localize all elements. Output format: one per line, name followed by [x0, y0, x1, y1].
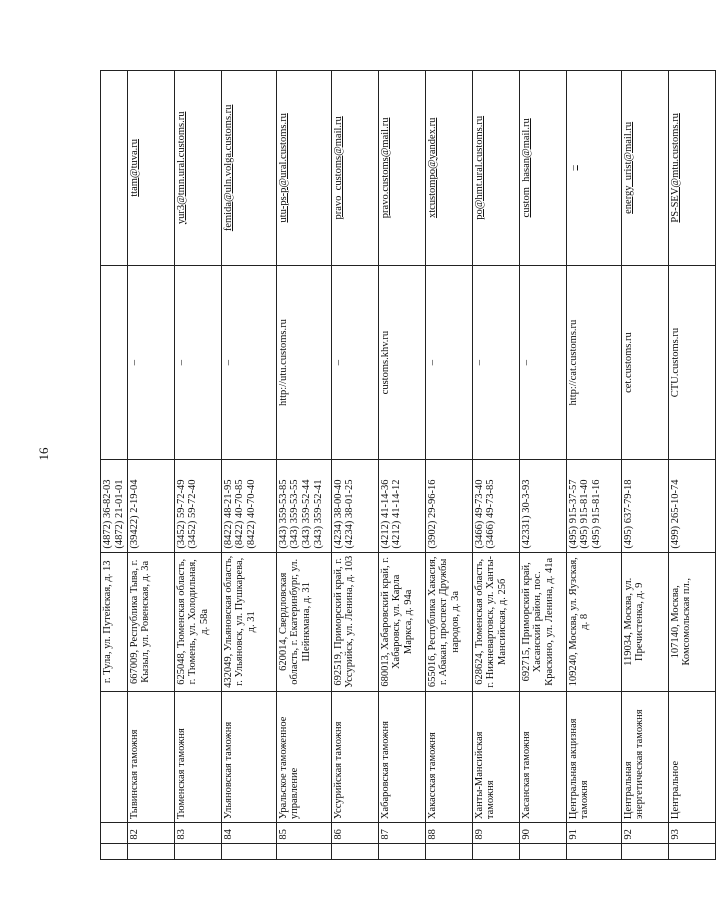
email-link[interactable]: yur3@tmn.ural.customs.ru: [175, 111, 187, 225]
table-row-continued: [101, 71, 128, 860]
phone-line: (495) 637-79-18: [622, 479, 634, 549]
phone-line: (3452) 59-72-40: [187, 479, 199, 549]
table-row: [668, 71, 715, 860]
table-row: [621, 71, 668, 860]
table-cell-site: [101, 265, 128, 460]
customs-name: Центральная акцизная таможня: [566, 691, 621, 822]
phone-line: (495) 915-37-57: [567, 479, 579, 549]
customs-address: 109240, Москва, ул. Яузская, д. 8: [566, 552, 621, 691]
customs-email: [472, 71, 519, 266]
customs-email: [221, 71, 276, 266]
customs-address: 667009, Республика Тыва, г. Кызыл, ул. Ровенская, д. 3а: [127, 552, 174, 691]
row-number: 84: [221, 823, 276, 843]
customs-phones: [425, 460, 472, 552]
email-link[interactable]: ttam@tuva.ru: [128, 138, 140, 197]
customs-email: [378, 71, 425, 266]
website-link: –: [128, 359, 140, 366]
website-link[interactable]: http://cat.customs.ru: [567, 319, 579, 406]
phone-line: (4234) 38-01-25: [344, 479, 356, 549]
website-link: –: [175, 359, 187, 366]
customs-website: [519, 265, 566, 460]
row-number: 88: [425, 823, 472, 843]
customs-email: [621, 71, 668, 266]
customs-address: 692519, Приморский край, г. Уссурийск, ул. Ленина, д. 103: [331, 552, 378, 691]
customs-website: [127, 265, 174, 460]
table-row: [331, 71, 378, 860]
customs-email: [668, 71, 715, 266]
customs-email: [519, 71, 566, 266]
customs-website: [566, 265, 621, 460]
page-number: 16: [36, 447, 51, 461]
customs-address: 107140, Москва, Комсомольская пл.,: [668, 552, 715, 691]
phone-line: (343) 359-52-44: [301, 479, 312, 549]
customs-name: Уральское таможенное управление: [276, 691, 331, 822]
email-link[interactable]: custom_hasan@mail.ru: [520, 118, 532, 218]
email-link[interactable]: pravo_customs@mail.ru: [332, 116, 344, 220]
table-cell-gap: [221, 843, 276, 859]
customs-phones: [378, 460, 425, 552]
table-cell-gap: [472, 843, 519, 859]
phone-line: (3466) 49-73-40: [473, 479, 485, 549]
table-cell-phones: [101, 460, 128, 552]
row-number: 91: [566, 823, 621, 843]
customs-email: [276, 71, 331, 266]
table-cell-gap: [519, 843, 566, 859]
customs-name: Хабаровская таможня: [378, 691, 425, 822]
phone-line: (8422) 40-70-40: [246, 479, 257, 549]
customs-directory-table: [100, 70, 716, 860]
customs-website: [174, 265, 221, 460]
row-number: 93: [668, 823, 715, 843]
phone-line: (4234) 38-00-40: [332, 479, 344, 549]
email-link[interactable]: femida@uln.volga.customs.ru: [222, 104, 234, 232]
customs-name: Центральное: [668, 691, 715, 822]
customs-website: [331, 265, 378, 460]
table-body: [101, 71, 716, 860]
table-cell-name: [101, 691, 128, 822]
table-row: [127, 71, 174, 860]
customs-address: 628624, Тюменская область, г. Нижневартовск, ул. Ханты-Мансийская, д. 25б: [472, 552, 519, 691]
customs-website: [276, 265, 331, 460]
customs-address: 680013, Хабаровский край, г. Хабаровск, ул. Карла Маркса, д. 94а: [378, 552, 425, 691]
phone-line: (4872) 36-82-03: [102, 479, 113, 549]
table-row: [425, 71, 472, 860]
table-row: [472, 71, 519, 860]
table-cell-gap: [425, 843, 472, 859]
table-row: [174, 71, 221, 860]
email-link[interactable]: pravo.customs@mail.ru: [379, 117, 391, 219]
email-link: –: [567, 165, 579, 171]
customs-website: [472, 265, 519, 460]
customs-email: [174, 71, 221, 266]
row-number: 82: [127, 823, 174, 843]
customs-phones: [127, 460, 174, 552]
table-row: [276, 71, 331, 860]
customs-phones: [276, 460, 331, 552]
customs-email: [331, 71, 378, 266]
table-row: [566, 71, 621, 860]
phone-line: (499) 265-10-74: [669, 479, 681, 549]
website-link: –: [332, 359, 344, 366]
website-link[interactable]: cet.customs.ru: [622, 332, 634, 393]
customs-name: Центральная энергетическая таможня: [621, 691, 668, 822]
phone-line: (4212) 41-14-36: [379, 479, 391, 549]
email-link[interactable]: PS-SEV@mtu.customs.ru: [669, 113, 681, 223]
phone-line: (343) 359-53-55: [289, 479, 301, 549]
website-link: –: [520, 359, 532, 366]
table-cell-address: г. Тула, ул. Путейская, д. 13: [101, 552, 128, 691]
customs-address: 620014, Свердловская область, г. Екатеринбург, ул. Шейнкмана, д. 31: [276, 552, 331, 691]
customs-email: [425, 71, 472, 266]
table-cell-gap: [276, 843, 331, 859]
row-number: 89: [472, 823, 519, 843]
table-cell-num: [101, 823, 128, 843]
customs-address: 655016, Республика Хакасия, г. Абакан, проспект Дружбы народов, д. 3а: [425, 552, 472, 691]
table-cell-gap: [174, 843, 221, 859]
row-number: 83: [174, 823, 221, 843]
phone-line: (495) 915-81-16: [591, 479, 602, 549]
website-link: –: [426, 359, 438, 366]
customs-phones: [221, 460, 276, 552]
phone-line: (3466) 49-73-85: [485, 479, 497, 549]
customs-name: Хакасская таможня: [425, 691, 472, 822]
customs-name: Ульяновская таможня: [221, 691, 276, 822]
website-link[interactable]: customs.khv.ru: [379, 330, 391, 395]
customs-name: Уссурийская таможня: [331, 691, 378, 822]
customs-phones: [174, 460, 221, 552]
customs-website: [425, 265, 472, 460]
email-link[interactable]: xtcustompo@yandex.ru: [426, 117, 438, 219]
phone-line: (4872) 21-01-01: [113, 479, 125, 549]
table-cell-gap: [331, 843, 378, 859]
table-cell-email: [101, 71, 128, 266]
email-link[interactable]: energy_urist@mail.ru: [622, 121, 634, 214]
table-cell-gap: [127, 843, 174, 859]
table-row: [221, 71, 276, 860]
row-number: 86: [331, 823, 378, 843]
email-link[interactable]: po@hmt.ural.customs.ru: [473, 115, 485, 220]
customs-phones: [472, 460, 519, 552]
phone-line: (495) 915-81-40: [579, 479, 591, 549]
phone-line: (343) 359-52-41: [312, 479, 324, 549]
customs-website: [668, 265, 715, 460]
customs-address: 625048, Тюменская область, г. Тюмень, ул. Холодильная, д. 58а: [174, 552, 221, 691]
table-cell-gap: [668, 843, 715, 859]
customs-email: [127, 71, 174, 266]
row-number: 92: [621, 823, 668, 843]
table-cell-gap: [101, 843, 128, 859]
customs-name: Тюменская таможня: [174, 691, 221, 822]
customs-website: [621, 265, 668, 460]
customs-name: Хасанская таможня: [519, 691, 566, 822]
customs-phones: [668, 460, 715, 552]
phone-line: (343) 359-53-85: [277, 479, 289, 549]
email-link[interactable]: utu-ps-p@ural.customs.ru: [277, 113, 289, 223]
table-row: [378, 71, 425, 860]
customs-website: [221, 265, 276, 460]
phone-line: (3902) 29-96-16: [426, 479, 438, 549]
rotated-page-container: [100, 70, 693, 860]
customs-name: Ханты-Мансийская таможня: [472, 691, 519, 822]
row-number: 90: [519, 823, 566, 843]
table-cell-gap: [621, 843, 668, 859]
phone-line: (4212) 41-14-12: [391, 479, 403, 549]
website-link[interactable]: CTU.customs.ru: [669, 327, 681, 398]
phone-line: (39422) 2-19-04: [128, 479, 140, 549]
customs-phones: [331, 460, 378, 552]
phone-line: (8422) 40-70-85: [234, 479, 246, 549]
customs-directory-table-wrapper: [100, 70, 693, 860]
customs-phones: [566, 460, 621, 552]
phone-line: (8422) 48-21-95: [222, 479, 234, 549]
website-link: –: [473, 359, 485, 366]
table-row: [519, 71, 566, 860]
customs-address: 432049, Ульяновская область, г. Ульяновск, ул. Пушкарева, д. 31: [221, 552, 276, 691]
table-cell-gap: [378, 843, 425, 859]
row-number: 87: [378, 823, 425, 843]
phone-line: (42331) 30-3-93: [520, 479, 532, 549]
website-link: –: [222, 359, 234, 366]
table-cell-gap: [566, 843, 621, 859]
customs-phones: [519, 460, 566, 552]
customs-phones: [621, 460, 668, 552]
customs-email: [566, 71, 621, 266]
customs-website: [378, 265, 425, 460]
website-link[interactable]: http://utu.customs.ru: [277, 319, 289, 407]
customs-address: 692715, Приморский край, Хасанский район, пос. Краскино, ул. Ленина, д. 41а: [519, 552, 566, 691]
row-number: 85: [276, 823, 331, 843]
customs-name: Тывинская таможня: [127, 691, 174, 822]
phone-line: (3452) 59-72-49: [175, 479, 187, 549]
customs-address: 119034, Москва, ул. Пречистенка, д. 9: [621, 552, 668, 691]
